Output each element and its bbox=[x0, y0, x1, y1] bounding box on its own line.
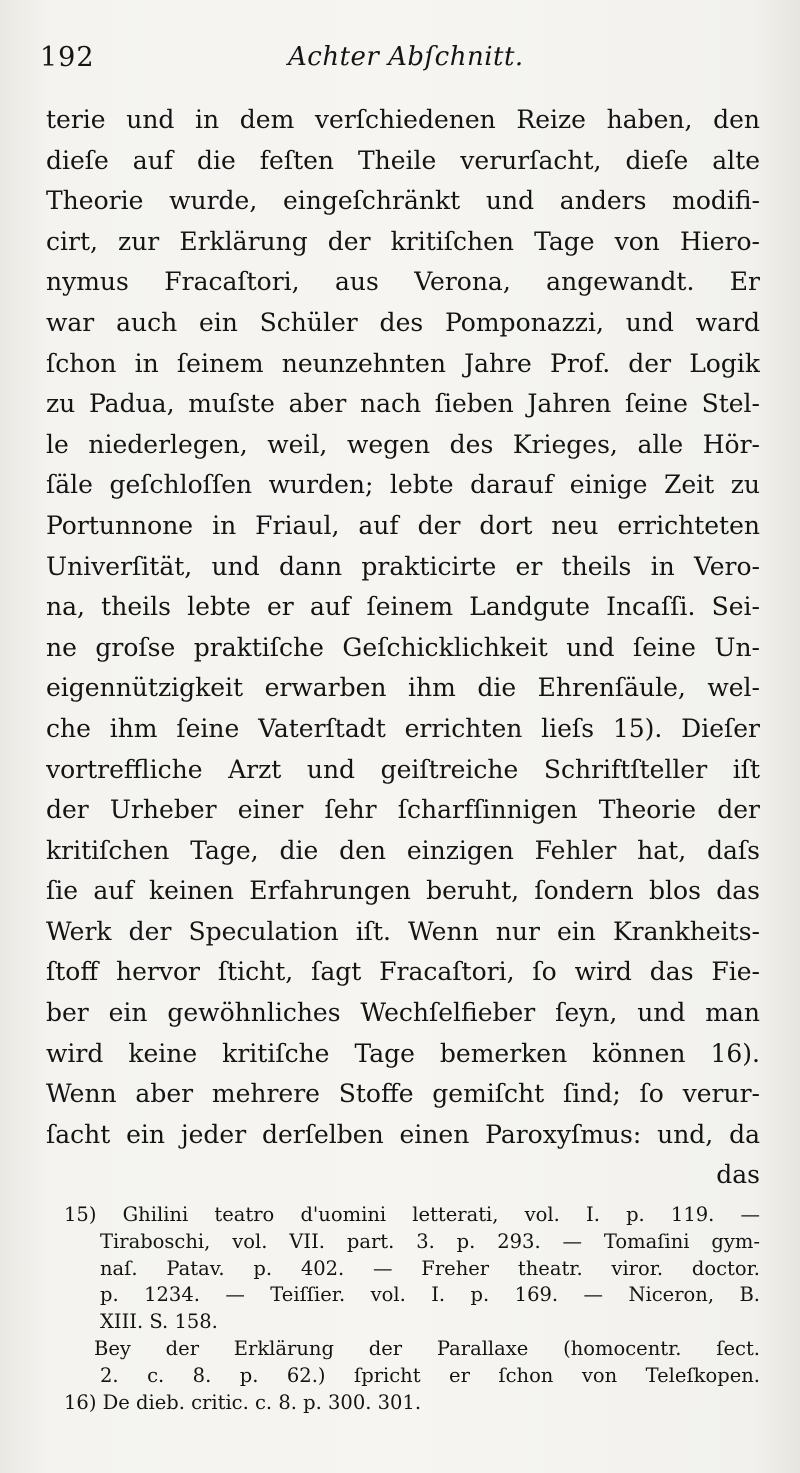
text-line: ne groſse praktiſche Geſchicklichkeit und ſeine Un- bbox=[46, 632, 760, 662]
text-line: Univerſität, und dann prakticirte er theils in Vero- bbox=[46, 551, 760, 581]
text-line: wird keine kritiſche Tage bemerken können 16). bbox=[46, 1038, 760, 1068]
text-line: ſchon in ſeinem neunzehnten Jahre Prof. der Logik bbox=[46, 348, 760, 378]
running-title: Achter Abſchnitt. bbox=[288, 42, 524, 72]
text-line: Theorie wurde, eingeſchränkt und anders modifi- bbox=[46, 186, 760, 216]
catchword: das bbox=[716, 1160, 760, 1190]
text-line: na, theils lebte er auf ſeinem Landgute Incaſſi. Sei- bbox=[46, 592, 760, 622]
text-line: che ihm ſeine Vaterſtadt errichten lieſs 15). Dieſer bbox=[46, 713, 760, 743]
footnote-line: XIII. S. 158. bbox=[100, 1310, 218, 1334]
text-line: ſäle geſchloſſen wurden; lebte darauf einige Zeit zu bbox=[46, 470, 760, 500]
footnote-line: naſ. Patav. p. 402. — Freher theatr. viror. doctor. bbox=[100, 1256, 760, 1280]
text-line: vortreffliche Arzt und geiſtreiche Schriftſteller iſt bbox=[46, 754, 760, 784]
text-line: nymus Fracaſtori, aus Verona, angewandt. Er bbox=[46, 267, 760, 297]
text-line: kritiſchen Tage, die den einzigen Fehler hat, daſs bbox=[46, 835, 760, 865]
footnote-line: Tiraboschi, vol. VII. part. 3. p. 293. — Tomaſini gym- bbox=[100, 1229, 760, 1253]
footnote-line: 15) Ghilini teatro d'uomini letterati, vol. I. p. 119. — bbox=[64, 1203, 760, 1226]
text-line: le niederlegen, weil, wegen des Krieges, alle Hör- bbox=[46, 429, 760, 459]
text-line: dieſe auf die feſten Theile verurſacht, dieſe alte bbox=[46, 145, 760, 175]
text-line: terie und in dem verſchiedenen Reize haben, den bbox=[46, 105, 760, 134]
text-line: der Urheber einer ſehr ſcharfſinnigen Theorie der bbox=[46, 795, 760, 825]
text-line: war auch ein Schüler des Pomponazzi, und ward bbox=[46, 307, 760, 337]
text-line: ber ein gewöhnliches Wechſelfieber ſeyn, und man bbox=[46, 998, 760, 1028]
text-line: Portunnone in Friaul, auf der dort neu errichteten bbox=[46, 510, 760, 540]
text-line: ſacht ein jeder derſelben einen Paroxyſmus: und, da bbox=[46, 1119, 760, 1149]
text-line: Wenn aber mehrere Stoffe gemiſcht ſind; ſo verur- bbox=[46, 1079, 760, 1109]
footnotes bbox=[64, 1202, 760, 1416]
running-head bbox=[40, 42, 760, 82]
text-line: eigennützigkeit erwarben ihm die Ehrenſäule, wel- bbox=[46, 673, 760, 703]
text-line: Werk der Speculation iſt. Wenn nur ein Krankheits- bbox=[46, 916, 760, 946]
footnote-line: p. 1234. — Teiſſier. vol. I. p. 169. — Niceron, B. bbox=[100, 1283, 760, 1307]
text-line: cirt, zur Erklärung der kritiſchen Tage von Hiero- bbox=[46, 226, 760, 256]
text-line: zu Padua, muſste aber nach ſieben Jahren ſeine Stel- bbox=[46, 389, 760, 419]
footnote-line: Bey der Erklärung der Parallaxe (homocentr. ſect. bbox=[94, 1336, 760, 1360]
text-line: ſtoff hervor ſticht, ſagt Fracaſtori, ſo wird das Fie- bbox=[46, 957, 760, 987]
page-number: 192 bbox=[40, 42, 95, 73]
footnote-line: 2. c. 8. p. 62.) ſpricht er ſchon von Teleſkopen. bbox=[100, 1363, 760, 1387]
footnote-line: 16) De dieb. critic. c. 8. p. 300. 301. bbox=[64, 1390, 422, 1414]
body-text bbox=[46, 100, 760, 1196]
text-line: ſie auf keinen Erfahrungen beruht, ſondern blos das bbox=[46, 876, 760, 906]
